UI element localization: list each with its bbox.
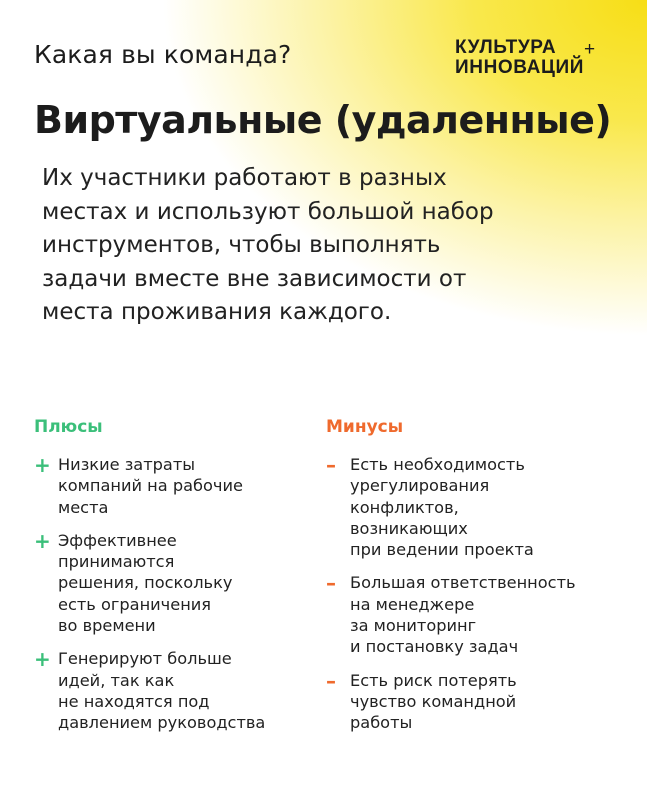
plus-icon: + — [34, 528, 51, 553]
item-text-line: возникающих — [350, 518, 468, 538]
item-text-line: решения, поскольку — [58, 573, 233, 593]
description-line: места проживания каждого. — [42, 299, 392, 325]
item-text-line: во времени — [58, 616, 156, 636]
pros-heading: Плюсы — [34, 417, 103, 437]
item-text-line: на менеджере — [350, 594, 475, 614]
description-line: Их участники работают в разных — [42, 165, 447, 191]
plus-icon: + — [34, 647, 51, 672]
item-text-line: принимаются — [58, 552, 175, 572]
logo-line-1: КУЛЬТУРА — [455, 37, 557, 58]
item-text-line: и постановку задач — [350, 637, 519, 657]
dash-icon: – — [326, 571, 336, 596]
item-text-line: Эффективнее — [58, 530, 177, 550]
description-line: местах и используют большой набор — [42, 198, 494, 225]
logo-plus-icon: + — [584, 39, 596, 60]
item-text-line: не находятся под — [58, 691, 210, 711]
question-heading: Какая вы команда? — [34, 40, 292, 69]
cons-column — [326, 417, 626, 746]
brand-logo — [455, 37, 596, 78]
item-text-line: давлением руководства — [58, 713, 266, 733]
cons-item — [326, 454, 626, 560]
item-text-line: места — [58, 497, 109, 517]
item-text-line: Есть необходимость — [350, 455, 525, 474]
cons-item — [326, 572, 626, 657]
pros-column — [34, 417, 304, 746]
cons-heading: Минусы — [326, 417, 404, 437]
item-text-line: Генерируют больше — [58, 649, 232, 669]
page-title: Виртуальные (удаленные) — [34, 98, 612, 142]
item-text-line: чувство командной — [350, 691, 517, 711]
description-line: задачи вместе вне зависимости от — [42, 265, 467, 292]
pros-item — [34, 530, 304, 636]
item-text-line: Большая ответственность — [350, 573, 576, 593]
item-text-line: есть ограничения — [58, 594, 212, 614]
item-text-line: Есть риск потерять — [350, 670, 517, 690]
item-text-line: работы — [350, 713, 413, 733]
description-line: инструментов, чтобы выполнять — [42, 232, 441, 258]
item-text-line: при ведении проекта — [350, 540, 534, 560]
dash-icon: – — [326, 453, 336, 477]
logo-line-2: ИННОВАЦИЙ — [455, 57, 584, 78]
description — [42, 162, 542, 330]
item-text-line: за мониторинг — [350, 616, 477, 636]
cons-item — [326, 670, 626, 734]
item-text-line: конфликтов, — [350, 497, 459, 517]
item-text-line: Низкие затраты — [58, 455, 196, 474]
plus-icon: + — [34, 453, 51, 477]
pros-item — [34, 454, 304, 518]
item-text-line: идей, так как — [58, 670, 175, 690]
item-text-line: компаний на рабочие — [58, 476, 243, 496]
pros-item — [34, 648, 304, 733]
item-text-line: урегулирования — [350, 476, 490, 496]
dash-icon: – — [326, 668, 336, 693]
